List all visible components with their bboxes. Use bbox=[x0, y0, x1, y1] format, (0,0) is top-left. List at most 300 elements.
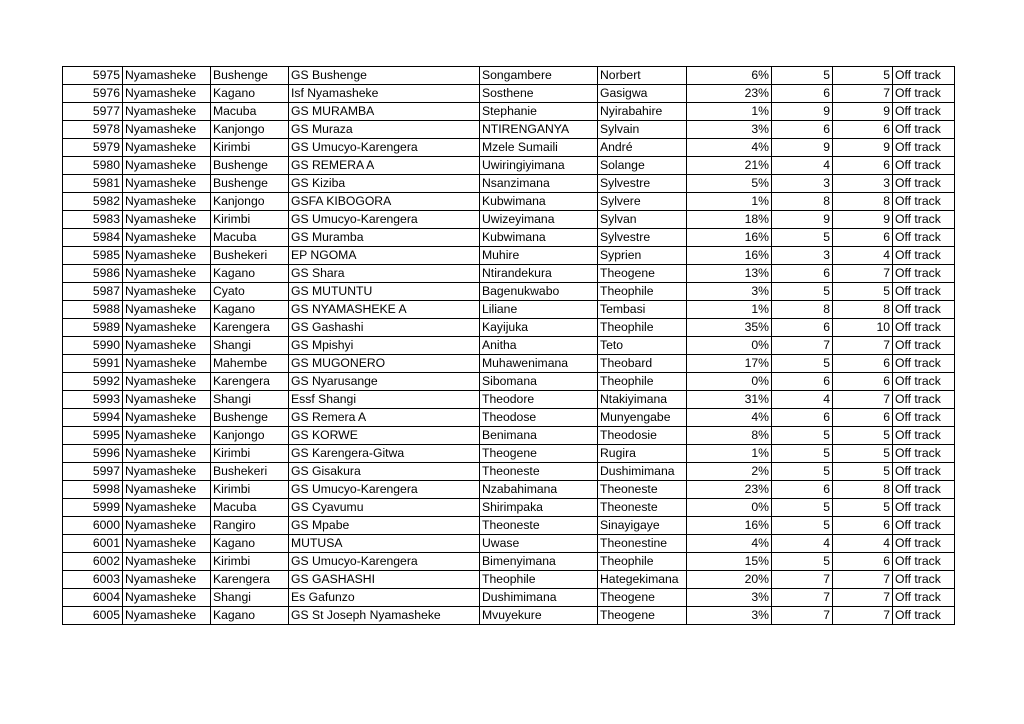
table-row bbox=[63, 445, 955, 463]
table-row bbox=[63, 553, 955, 571]
cell-last-name: Theogene bbox=[480, 445, 598, 463]
cell-district: Nyamasheke bbox=[123, 391, 211, 409]
cell-first-name: Theogene bbox=[598, 607, 687, 625]
cell-first-name: Tembasi bbox=[598, 301, 687, 319]
cell-row-id: 5979 bbox=[63, 139, 123, 157]
table-row bbox=[63, 175, 955, 193]
cell-first-name: Munyengabe bbox=[598, 409, 687, 427]
cell-score-a: 9 bbox=[772, 211, 833, 229]
cell-percent: 3% bbox=[687, 121, 772, 139]
cell-score-a: 3 bbox=[772, 175, 833, 193]
table-row bbox=[63, 589, 955, 607]
cell-row-id: 5982 bbox=[63, 193, 123, 211]
cell-score-b: 5 bbox=[833, 463, 893, 481]
cell-percent: 17% bbox=[687, 355, 772, 373]
cell-school-name: Essf Shangi bbox=[289, 391, 480, 409]
cell-row-id: 5999 bbox=[63, 499, 123, 517]
cell-last-name: Kayijuka bbox=[480, 319, 598, 337]
cell-percent: 16% bbox=[687, 247, 772, 265]
cell-district: Nyamasheke bbox=[123, 481, 211, 499]
cell-last-name: Theodose bbox=[480, 409, 598, 427]
table-row bbox=[63, 301, 955, 319]
cell-last-name: Sibomana bbox=[480, 373, 598, 391]
cell-district: Nyamasheke bbox=[123, 229, 211, 247]
cell-score-b: 7 bbox=[833, 607, 893, 625]
cell-score-a: 5 bbox=[772, 283, 833, 301]
cell-first-name: Theogene bbox=[598, 589, 687, 607]
cell-first-name: Gasigwa bbox=[598, 85, 687, 103]
cell-last-name: Bagenukwabo bbox=[480, 283, 598, 301]
cell-status: Off track bbox=[893, 157, 955, 175]
cell-score-b: 6 bbox=[833, 553, 893, 571]
cell-status: Off track bbox=[893, 607, 955, 625]
table-row bbox=[63, 607, 955, 625]
cell-last-name: Mzele Sumaili bbox=[480, 139, 598, 157]
cell-percent: 8% bbox=[687, 427, 772, 445]
table-row bbox=[63, 247, 955, 265]
cell-percent: 31% bbox=[687, 391, 772, 409]
cell-school-name: Es Gafunzo bbox=[289, 589, 480, 607]
cell-first-name: Dushimimana bbox=[598, 463, 687, 481]
cell-score-a: 7 bbox=[772, 589, 833, 607]
cell-score-b: 5 bbox=[833, 427, 893, 445]
cell-sector: Karengera bbox=[211, 373, 289, 391]
cell-district: Nyamasheke bbox=[123, 67, 211, 85]
cell-first-name: Theophile bbox=[598, 553, 687, 571]
cell-last-name: Theoneste bbox=[480, 517, 598, 535]
cell-district: Nyamasheke bbox=[123, 319, 211, 337]
cell-first-name: Sylvain bbox=[598, 121, 687, 139]
cell-sector: Kanjongo bbox=[211, 121, 289, 139]
cell-row-id: 5986 bbox=[63, 265, 123, 283]
cell-row-id: 5975 bbox=[63, 67, 123, 85]
cell-first-name: Rugira bbox=[598, 445, 687, 463]
table-row bbox=[63, 409, 955, 427]
cell-district: Nyamasheke bbox=[123, 427, 211, 445]
cell-school-name: GS REMERA A bbox=[289, 157, 480, 175]
cell-last-name: Theophile bbox=[480, 571, 598, 589]
cell-score-b: 3 bbox=[833, 175, 893, 193]
cell-score-b: 7 bbox=[833, 589, 893, 607]
cell-school-name: GS MUTUNTU bbox=[289, 283, 480, 301]
cell-sector: Karengera bbox=[211, 319, 289, 337]
cell-first-name: Sinayigaye bbox=[598, 517, 687, 535]
cell-first-name: Ntakiyimana bbox=[598, 391, 687, 409]
cell-district: Nyamasheke bbox=[123, 265, 211, 283]
cell-percent: 3% bbox=[687, 283, 772, 301]
table-row bbox=[63, 535, 955, 553]
cell-score-a: 4 bbox=[772, 391, 833, 409]
cell-score-a: 6 bbox=[772, 265, 833, 283]
cell-status: Off track bbox=[893, 409, 955, 427]
cell-sector: Kanjongo bbox=[211, 193, 289, 211]
cell-score-a: 5 bbox=[772, 499, 833, 517]
cell-status: Off track bbox=[893, 121, 955, 139]
cell-last-name: Mvuyekure bbox=[480, 607, 598, 625]
cell-first-name: Theodosie bbox=[598, 427, 687, 445]
cell-last-name: Songambere bbox=[480, 67, 598, 85]
cell-score-b: 4 bbox=[833, 535, 893, 553]
cell-status: Off track bbox=[893, 499, 955, 517]
cell-last-name: Anitha bbox=[480, 337, 598, 355]
cell-school-name: GS Cyavumu bbox=[289, 499, 480, 517]
table-row bbox=[63, 499, 955, 517]
cell-district: Nyamasheke bbox=[123, 607, 211, 625]
cell-last-name: Nzabahimana bbox=[480, 481, 598, 499]
cell-school-name: GS Remera A bbox=[289, 409, 480, 427]
cell-school-name: GS Gashashi bbox=[289, 319, 480, 337]
cell-percent: 23% bbox=[687, 481, 772, 499]
cell-score-a: 7 bbox=[772, 337, 833, 355]
cell-score-b: 5 bbox=[833, 445, 893, 463]
cell-row-id: 5995 bbox=[63, 427, 123, 445]
cell-row-id: 6005 bbox=[63, 607, 123, 625]
cell-status: Off track bbox=[893, 391, 955, 409]
cell-score-a: 5 bbox=[772, 517, 833, 535]
cell-school-name: GS St Joseph Nyamasheke bbox=[289, 607, 480, 625]
cell-score-b: 6 bbox=[833, 121, 893, 139]
cell-row-id: 5980 bbox=[63, 157, 123, 175]
cell-score-a: 7 bbox=[772, 607, 833, 625]
cell-school-name: GS Mpishyi bbox=[289, 337, 480, 355]
cell-score-b: 7 bbox=[833, 391, 893, 409]
cell-row-id: 5997 bbox=[63, 463, 123, 481]
cell-school-name: MUTUSA bbox=[289, 535, 480, 553]
table-row bbox=[63, 391, 955, 409]
cell-sector: Kagano bbox=[211, 265, 289, 283]
cell-school-name: GS Bushenge bbox=[289, 67, 480, 85]
cell-status: Off track bbox=[893, 571, 955, 589]
cell-last-name: Uwizeyimana bbox=[480, 211, 598, 229]
cell-last-name: Uwiringiyimana bbox=[480, 157, 598, 175]
cell-school-name: GS GASHASHI bbox=[289, 571, 480, 589]
cell-district: Nyamasheke bbox=[123, 301, 211, 319]
cell-last-name: Dushimimana bbox=[480, 589, 598, 607]
cell-school-name: GS KORWE bbox=[289, 427, 480, 445]
table-row bbox=[63, 121, 955, 139]
cell-percent: 1% bbox=[687, 193, 772, 211]
cell-score-a: 6 bbox=[772, 319, 833, 337]
cell-percent: 23% bbox=[687, 85, 772, 103]
cell-first-name: Solange bbox=[598, 157, 687, 175]
cell-first-name: Theophile bbox=[598, 373, 687, 391]
cell-sector: Bushenge bbox=[211, 175, 289, 193]
cell-score-b: 8 bbox=[833, 481, 893, 499]
cell-sector: Karengera bbox=[211, 571, 289, 589]
table-row bbox=[63, 355, 955, 373]
cell-school-name: Isf Nyamasheke bbox=[289, 85, 480, 103]
cell-percent: 21% bbox=[687, 157, 772, 175]
cell-district: Nyamasheke bbox=[123, 193, 211, 211]
cell-score-b: 4 bbox=[833, 247, 893, 265]
cell-school-name: GS Nyarusange bbox=[289, 373, 480, 391]
cell-district: Nyamasheke bbox=[123, 247, 211, 265]
cell-row-id: 5993 bbox=[63, 391, 123, 409]
cell-score-a: 6 bbox=[772, 481, 833, 499]
cell-last-name: Muhire bbox=[480, 247, 598, 265]
cell-first-name: Sylvestre bbox=[598, 175, 687, 193]
cell-status: Off track bbox=[893, 427, 955, 445]
cell-status: Off track bbox=[893, 355, 955, 373]
cell-status: Off track bbox=[893, 553, 955, 571]
cell-row-id: 6003 bbox=[63, 571, 123, 589]
cell-score-b: 6 bbox=[833, 355, 893, 373]
cell-row-id: 5992 bbox=[63, 373, 123, 391]
table-row bbox=[63, 337, 955, 355]
cell-percent: 5% bbox=[687, 175, 772, 193]
cell-first-name: Norbert bbox=[598, 67, 687, 85]
cell-score-b: 9 bbox=[833, 139, 893, 157]
cell-percent: 1% bbox=[687, 103, 772, 121]
cell-first-name: André bbox=[598, 139, 687, 157]
cell-sector: Cyato bbox=[211, 283, 289, 301]
cell-status: Off track bbox=[893, 301, 955, 319]
table-row bbox=[63, 157, 955, 175]
cell-score-a: 5 bbox=[772, 553, 833, 571]
table-row bbox=[63, 373, 955, 391]
cell-score-b: 6 bbox=[833, 409, 893, 427]
table-row bbox=[63, 211, 955, 229]
cell-last-name: Theoneste bbox=[480, 463, 598, 481]
cell-district: Nyamasheke bbox=[123, 553, 211, 571]
cell-score-b: 10 bbox=[833, 319, 893, 337]
cell-score-a: 5 bbox=[772, 463, 833, 481]
cell-percent: 13% bbox=[687, 265, 772, 283]
cell-status: Off track bbox=[893, 175, 955, 193]
table-row bbox=[63, 139, 955, 157]
cell-last-name: Nsanzimana bbox=[480, 175, 598, 193]
cell-first-name: Sylvestre bbox=[598, 229, 687, 247]
cell-sector: Kirimbi bbox=[211, 211, 289, 229]
cell-sector: Kirimbi bbox=[211, 553, 289, 571]
cell-status: Off track bbox=[893, 265, 955, 283]
cell-sector: Bushekeri bbox=[211, 463, 289, 481]
cell-score-a: 4 bbox=[772, 535, 833, 553]
cell-last-name: Kubwimana bbox=[480, 229, 598, 247]
cell-score-a: 6 bbox=[772, 409, 833, 427]
cell-percent: 1% bbox=[687, 445, 772, 463]
cell-percent: 3% bbox=[687, 607, 772, 625]
cell-school-name: GS Karengera-Gitwa bbox=[289, 445, 480, 463]
data-table bbox=[62, 66, 955, 625]
cell-status: Off track bbox=[893, 139, 955, 157]
cell-school-name: GS Kiziba bbox=[289, 175, 480, 193]
cell-status: Off track bbox=[893, 319, 955, 337]
cell-sector: Shangi bbox=[211, 391, 289, 409]
table-row bbox=[63, 103, 955, 121]
cell-sector: Rangiro bbox=[211, 517, 289, 535]
cell-school-name: GS Umucyo-Karengera bbox=[289, 211, 480, 229]
cell-last-name: Kubwimana bbox=[480, 193, 598, 211]
cell-percent: 4% bbox=[687, 535, 772, 553]
cell-status: Off track bbox=[893, 229, 955, 247]
cell-sector: Kagano bbox=[211, 85, 289, 103]
cell-row-id: 5994 bbox=[63, 409, 123, 427]
cell-score-b: 7 bbox=[833, 85, 893, 103]
cell-status: Off track bbox=[893, 193, 955, 211]
cell-sector: Macuba bbox=[211, 103, 289, 121]
cell-last-name: Sosthene bbox=[480, 85, 598, 103]
cell-score-a: 5 bbox=[772, 427, 833, 445]
cell-first-name: Sylvan bbox=[598, 211, 687, 229]
cell-status: Off track bbox=[893, 247, 955, 265]
cell-district: Nyamasheke bbox=[123, 535, 211, 553]
cell-district: Nyamasheke bbox=[123, 103, 211, 121]
cell-row-id: 5978 bbox=[63, 121, 123, 139]
cell-district: Nyamasheke bbox=[123, 337, 211, 355]
cell-score-a: 5 bbox=[772, 355, 833, 373]
cell-score-b: 7 bbox=[833, 337, 893, 355]
cell-district: Nyamasheke bbox=[123, 283, 211, 301]
cell-school-name: EP NGOMA bbox=[289, 247, 480, 265]
cell-row-id: 5976 bbox=[63, 85, 123, 103]
table-body bbox=[63, 67, 955, 625]
table-row bbox=[63, 67, 955, 85]
cell-score-a: 9 bbox=[772, 103, 833, 121]
cell-last-name: Bimenyimana bbox=[480, 553, 598, 571]
cell-status: Off track bbox=[893, 463, 955, 481]
cell-first-name: Theophile bbox=[598, 319, 687, 337]
cell-row-id: 5983 bbox=[63, 211, 123, 229]
cell-row-id: 5984 bbox=[63, 229, 123, 247]
cell-district: Nyamasheke bbox=[123, 175, 211, 193]
cell-sector: Macuba bbox=[211, 229, 289, 247]
cell-row-id: 6004 bbox=[63, 589, 123, 607]
cell-percent: 3% bbox=[687, 589, 772, 607]
table-row bbox=[63, 571, 955, 589]
cell-row-id: 5998 bbox=[63, 481, 123, 499]
cell-first-name: Theoneste bbox=[598, 481, 687, 499]
table-row bbox=[63, 463, 955, 481]
cell-district: Nyamasheke bbox=[123, 373, 211, 391]
cell-percent: 18% bbox=[687, 211, 772, 229]
cell-school-name: GS Gisakura bbox=[289, 463, 480, 481]
cell-sector: Mahembe bbox=[211, 355, 289, 373]
cell-school-name: GSFA KIBOGORA bbox=[289, 193, 480, 211]
cell-score-b: 7 bbox=[833, 571, 893, 589]
cell-score-a: 6 bbox=[772, 121, 833, 139]
cell-district: Nyamasheke bbox=[123, 211, 211, 229]
cell-row-id: 6000 bbox=[63, 517, 123, 535]
cell-score-b: 8 bbox=[833, 301, 893, 319]
cell-first-name: Teto bbox=[598, 337, 687, 355]
cell-first-name: Theogene bbox=[598, 265, 687, 283]
cell-district: Nyamasheke bbox=[123, 499, 211, 517]
cell-percent: 6% bbox=[687, 67, 772, 85]
cell-district: Nyamasheke bbox=[123, 445, 211, 463]
cell-first-name: Sylvere bbox=[598, 193, 687, 211]
cell-last-name: Ntirandekura bbox=[480, 265, 598, 283]
cell-row-id: 6001 bbox=[63, 535, 123, 553]
table-row bbox=[63, 193, 955, 211]
cell-last-name: Muhawenimana bbox=[480, 355, 598, 373]
cell-sector: Kirimbi bbox=[211, 445, 289, 463]
cell-first-name: Theophile bbox=[598, 283, 687, 301]
cell-sector: Macuba bbox=[211, 499, 289, 517]
cell-score-a: 8 bbox=[772, 193, 833, 211]
cell-status: Off track bbox=[893, 373, 955, 391]
cell-sector: Kagano bbox=[211, 301, 289, 319]
cell-last-name: Uwase bbox=[480, 535, 598, 553]
cell-district: Nyamasheke bbox=[123, 463, 211, 481]
cell-first-name: Theonestine bbox=[598, 535, 687, 553]
cell-score-b: 5 bbox=[833, 67, 893, 85]
cell-sector: Bushekeri bbox=[211, 247, 289, 265]
cell-score-b: 5 bbox=[833, 499, 893, 517]
table-row bbox=[63, 229, 955, 247]
cell-row-id: 5989 bbox=[63, 319, 123, 337]
cell-percent: 0% bbox=[687, 373, 772, 391]
cell-status: Off track bbox=[893, 517, 955, 535]
table-row bbox=[63, 265, 955, 283]
cell-percent: 20% bbox=[687, 571, 772, 589]
cell-score-b: 8 bbox=[833, 193, 893, 211]
cell-school-name: GS Muramba bbox=[289, 229, 480, 247]
cell-percent: 16% bbox=[687, 229, 772, 247]
cell-district: Nyamasheke bbox=[123, 589, 211, 607]
cell-sector: Kirimbi bbox=[211, 481, 289, 499]
cell-score-b: 9 bbox=[833, 103, 893, 121]
cell-last-name: Liliane bbox=[480, 301, 598, 319]
cell-score-a: 5 bbox=[772, 229, 833, 247]
table-row bbox=[63, 283, 955, 301]
cell-school-name: GS Umucyo-Karengera bbox=[289, 139, 480, 157]
cell-first-name: Nyirabahire bbox=[598, 103, 687, 121]
cell-score-b: 9 bbox=[833, 211, 893, 229]
table-row bbox=[63, 427, 955, 445]
cell-sector: Shangi bbox=[211, 589, 289, 607]
cell-score-b: 6 bbox=[833, 229, 893, 247]
cell-district: Nyamasheke bbox=[123, 571, 211, 589]
cell-district: Nyamasheke bbox=[123, 139, 211, 157]
table-row bbox=[63, 319, 955, 337]
table-row bbox=[63, 85, 955, 103]
cell-row-id: 5987 bbox=[63, 283, 123, 301]
cell-score-a: 5 bbox=[772, 67, 833, 85]
cell-row-id: 5990 bbox=[63, 337, 123, 355]
cell-score-b: 6 bbox=[833, 157, 893, 175]
cell-row-id: 5996 bbox=[63, 445, 123, 463]
cell-percent: 4% bbox=[687, 409, 772, 427]
table-row bbox=[63, 517, 955, 535]
cell-district: Nyamasheke bbox=[123, 517, 211, 535]
cell-status: Off track bbox=[893, 85, 955, 103]
cell-score-a: 9 bbox=[772, 139, 833, 157]
cell-status: Off track bbox=[893, 103, 955, 121]
cell-status: Off track bbox=[893, 589, 955, 607]
cell-last-name: Shirimpaka bbox=[480, 499, 598, 517]
cell-first-name: Theobard bbox=[598, 355, 687, 373]
cell-district: Nyamasheke bbox=[123, 409, 211, 427]
cell-last-name: Theodore bbox=[480, 391, 598, 409]
cell-score-a: 6 bbox=[772, 85, 833, 103]
cell-score-a: 3 bbox=[772, 247, 833, 265]
cell-school-name: GS Muraza bbox=[289, 121, 480, 139]
cell-status: Off track bbox=[893, 445, 955, 463]
cell-sector: Bushenge bbox=[211, 67, 289, 85]
cell-school-name: GS MURAMBA bbox=[289, 103, 480, 121]
cell-row-id: 5991 bbox=[63, 355, 123, 373]
cell-score-b: 5 bbox=[833, 283, 893, 301]
cell-status: Off track bbox=[893, 535, 955, 553]
cell-score-a: 6 bbox=[772, 373, 833, 391]
cell-row-id: 5988 bbox=[63, 301, 123, 319]
cell-school-name: GS Umucyo-Karengera bbox=[289, 481, 480, 499]
cell-last-name: Benimana bbox=[480, 427, 598, 445]
cell-sector: Kirimbi bbox=[211, 139, 289, 157]
cell-status: Off track bbox=[893, 481, 955, 499]
cell-school-name: GS MUGONERO bbox=[289, 355, 480, 373]
